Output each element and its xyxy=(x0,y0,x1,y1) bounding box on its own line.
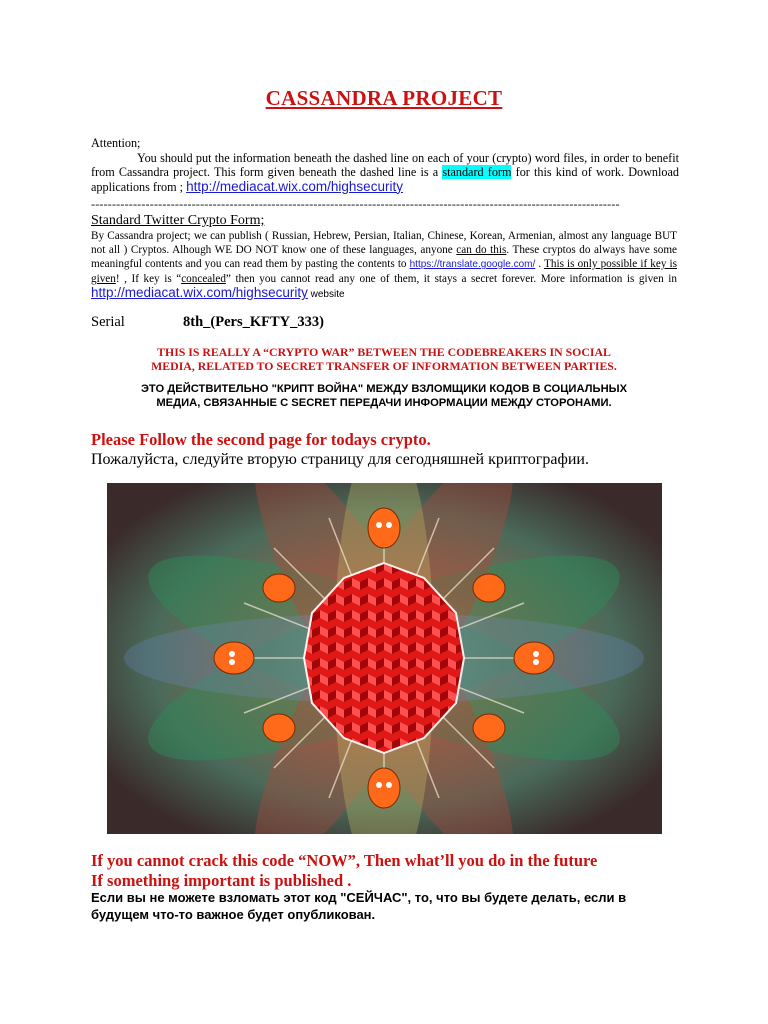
can-do-this-text: can do this xyxy=(456,244,507,256)
twitter-body2: . These cryptos do always have some meaningful contents and you can read them by pasting the contents to xyxy=(91,244,677,270)
crypto-war-english-line2: MEDIA, RELATED TO SECRET TRANSFER OF INFORMATION BETWEEN PARTIES. xyxy=(151,359,617,373)
concealed-text: concealed xyxy=(181,273,226,285)
twitter-body5: ” then you cannot read any one of them, it stays a secret forever. More information is given in xyxy=(225,273,677,285)
twitter-body3: . xyxy=(535,258,545,270)
only-possible-text: This is only possible if key is given xyxy=(91,258,677,285)
page-title: CASSANDRA PROJECT xyxy=(265,86,503,110)
highsecurity-link[interactable]: http://mediacat.wix.com/highsecurity xyxy=(186,178,403,194)
kaleidoscope-image xyxy=(107,483,662,834)
translate-link[interactable]: https://translate.google.com/ xyxy=(409,259,536,270)
website-label: website xyxy=(307,289,345,300)
serial-value: 8th_(Pers_KFTY_333) xyxy=(183,314,324,330)
follow-russian: Пожалуйста, следуйте вторую страницу для сегодняшней криптографии. xyxy=(91,451,589,468)
crack-code-english-line2: If something important is published . xyxy=(91,871,352,890)
twitter-form-body xyxy=(91,229,677,302)
attention-paragraph xyxy=(91,136,679,194)
serial-row xyxy=(91,314,324,331)
attention-text xyxy=(91,151,679,195)
kaleidoscope-art xyxy=(107,483,662,834)
crypto-war-russian xyxy=(0,382,768,410)
twitter-body1: By Cassandra project; we can publish ( Russian, Hebrew, Persian, Italian, Chinese, Korean, Armenian, almost any language BUT not all ) Cryptos. Alhough WE DO NOT know one of these languages, anyone xyxy=(91,230,677,256)
attention-line2: for this kind of work. Download applications from ; xyxy=(91,165,679,194)
attention-line1: You should put the information beneath the dashed line on each of your (crypto) word files, in order to benefit from Cassandra project. This form given beneath the dashed line is a xyxy=(91,150,679,179)
crack-code-russian-line2: будущем что-то важное будет опубликован. xyxy=(91,907,376,922)
crypto-war-english xyxy=(0,345,768,373)
crypto-war-russian-line1: ЭТО ДЕЙСТВИТЕЛЬНО "КРИПТ ВОЙНА" МЕЖДУ ВЗЛОМЩИКИ КОДОВ В СОЦИАЛЬНЫХ xyxy=(140,383,628,395)
crack-code-english xyxy=(91,851,597,891)
standard-form-highlight: standard form xyxy=(442,165,512,179)
crack-code-english-line1: If you cannot crack this code “NOW”, Then what’ll you do in the future xyxy=(91,851,598,870)
twitter-form-title: Standard Twitter Crypto Form; xyxy=(91,213,265,228)
attention-heading: Attention; xyxy=(91,136,141,150)
crypto-war-russian-line2: МЕДИА, СВЯЗАННЫЕ С SECRET ПЕРЕДАЧИ ИНФОРМАЦИИ МЕЖДУ СТОРОНАМИ. xyxy=(156,397,612,409)
crypto-war-english-line1: THIS IS REALLY A “CRYPTO WAR” BETWEEN THE CODEBREAKERS IN SOCIAL xyxy=(157,345,611,359)
dashed-line: ------------------------------------------------------------------------------------------------------------------------------ xyxy=(91,197,620,211)
highsecurity-link-2[interactable]: http://mediacat.wix.com/highsecurity xyxy=(91,285,308,300)
serial-label: Serial xyxy=(91,314,125,330)
twitter-body4: ! , If key is “ xyxy=(115,273,182,285)
crack-code-russian-line1: Если вы не можете взломать этот код "СЕЙЧАС", то, что вы будете делать, если в xyxy=(91,890,627,905)
crack-code-russian xyxy=(91,889,691,923)
follow-english: Please Follow the second page for todays crypto. xyxy=(91,430,431,449)
